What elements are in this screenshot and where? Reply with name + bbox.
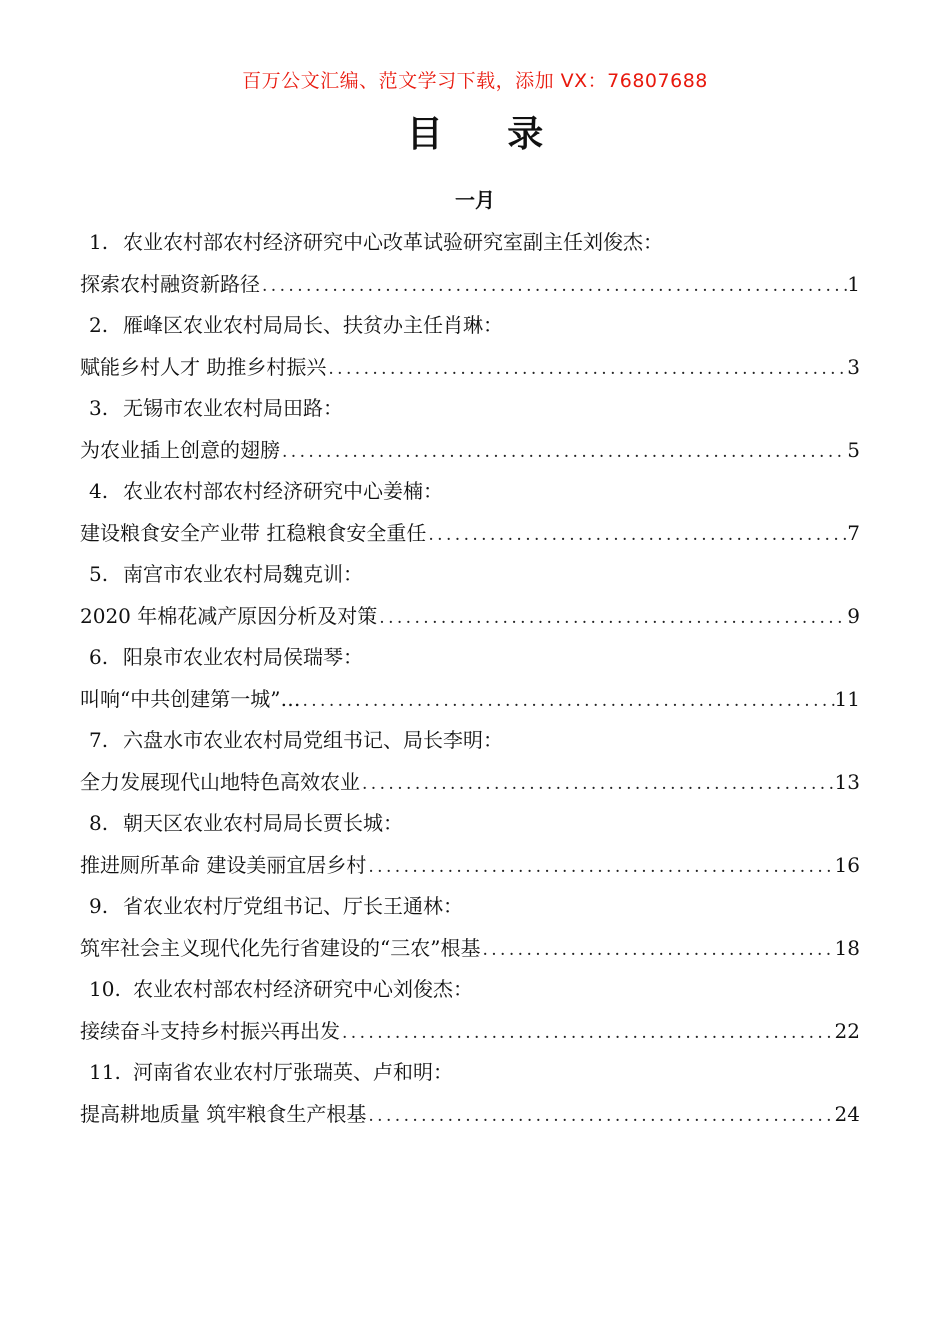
toc-entry-author bbox=[80, 970, 860, 1012]
dot-leader bbox=[366, 1097, 834, 1135]
toc-entry-author-text: 河南省农业农村厅张瑞英、卢和明： bbox=[133, 1060, 453, 1084]
toc-entry-title: 赋能乡村人才 助推乡村振兴 bbox=[80, 355, 327, 379]
toc-entry-author-text: 农业农村部农村经济研究中心刘俊杰： bbox=[133, 977, 473, 1001]
dot-leader bbox=[340, 1014, 835, 1052]
toc-entry-title-line bbox=[80, 1095, 860, 1136]
toc-entry-title-line bbox=[80, 846, 860, 887]
dot-leader bbox=[260, 267, 847, 305]
toc-entry-author-text: 无锡市农业农村局田路： bbox=[123, 396, 343, 420]
toc-entry-author bbox=[80, 638, 860, 680]
toc-entry-author-text: 农业农村部农村经济研究中心改革试验研究室副主任刘俊杰： bbox=[123, 230, 663, 254]
dot-leader bbox=[377, 599, 847, 637]
toc-entry-author bbox=[80, 1053, 860, 1095]
table-of-contents bbox=[80, 223, 860, 1136]
dot-leader bbox=[300, 682, 834, 720]
toc-entry-page: 1 bbox=[847, 272, 860, 296]
toc-entry[interactable] bbox=[80, 721, 860, 804]
toc-entry-number: 9. bbox=[89, 894, 109, 918]
toc-entry-title-line bbox=[80, 265, 860, 306]
toc-entry-title: 2020 年棉花减产原因分析及对策 bbox=[80, 604, 378, 628]
toc-entry-number: 4. bbox=[89, 479, 109, 503]
toc-entry[interactable] bbox=[80, 306, 860, 389]
dot-leader bbox=[480, 931, 834, 969]
toc-entry-number: 11. bbox=[89, 1060, 121, 1084]
toc-entry-page: 24 bbox=[834, 1102, 860, 1126]
toc-entry-author bbox=[80, 887, 860, 929]
toc-entry[interactable] bbox=[80, 804, 860, 887]
toc-entry-author bbox=[80, 555, 860, 597]
toc-entry-title-line bbox=[80, 763, 860, 804]
toc-entry-author-text: 雁峰区农业农村局局长、扶贫办主任肖琳： bbox=[123, 313, 503, 337]
toc-entry-page: 16 bbox=[834, 853, 860, 877]
toc-entry-author bbox=[80, 804, 860, 846]
toc-entry-title: 接续奋斗支持乡村振兴再出发 bbox=[80, 1019, 340, 1043]
toc-entry-title-line bbox=[80, 680, 860, 721]
toc-entry-page: 18 bbox=[834, 936, 860, 960]
toc-entry-title-line bbox=[80, 514, 860, 555]
toc-entry-page: 7 bbox=[847, 521, 860, 545]
toc-entry-page: 5 bbox=[847, 438, 860, 462]
toc-entry-number: 3. bbox=[89, 396, 109, 420]
toc-entry-title: 推进厕所革命 建设美丽宜居乡村 bbox=[80, 853, 367, 877]
toc-entry-author-text: 朝天区农业农村局局长贾长城： bbox=[123, 811, 403, 835]
toc-entry-title-line bbox=[80, 597, 860, 638]
toc-entry-number: 5. bbox=[89, 562, 109, 586]
toc-entry-author-text: 六盘水市农业农村局党组书记、局长李明： bbox=[123, 728, 503, 752]
toc-entry-page: 11 bbox=[834, 687, 860, 711]
toc-entry-title: 提高耕地质量 筑牢粮食生产根基 bbox=[80, 1102, 367, 1126]
toc-entry[interactable] bbox=[80, 472, 860, 555]
toc-entry-number: 10. bbox=[89, 977, 121, 1001]
toc-entry-page: 3 bbox=[847, 355, 860, 379]
toc-entry-author-text: 南宫市农业农村局魏克训： bbox=[123, 562, 363, 586]
page-title: 目 录 bbox=[406, 114, 570, 155]
toc-entry-number: 6. bbox=[89, 645, 109, 669]
toc-entry-title: 探索农村融资新路径 bbox=[80, 272, 260, 296]
toc-entry-number: 7. bbox=[89, 728, 109, 752]
toc-entry-author bbox=[80, 223, 860, 265]
toc-entry-author-text: 阳泉市农业农村局侯瑞琴： bbox=[123, 645, 363, 669]
toc-entry-page: 13 bbox=[834, 770, 860, 794]
toc-entry-page: 9 bbox=[847, 604, 860, 628]
toc-entry-author bbox=[80, 721, 860, 763]
toc-entry[interactable] bbox=[80, 638, 860, 721]
toc-entry-author bbox=[80, 389, 860, 431]
toc-entry[interactable] bbox=[80, 887, 860, 970]
toc-entry-title-line bbox=[80, 1012, 860, 1053]
toc-entry-number: 2. bbox=[89, 313, 109, 337]
toc-entry-title: 叫响“中共创建第一城”… bbox=[80, 687, 301, 711]
toc-entry-author bbox=[80, 472, 860, 514]
toc-entry-page: 22 bbox=[834, 1019, 860, 1043]
toc-entry-title: 全力发展现代山地特色高效农业 bbox=[80, 770, 360, 794]
dot-leader bbox=[426, 516, 847, 554]
toc-entry-author bbox=[80, 306, 860, 348]
toc-entry-title-line bbox=[80, 431, 860, 472]
toc-entry-title-line bbox=[80, 929, 860, 970]
section-heading-month: 一月 bbox=[455, 188, 495, 212]
dot-leader bbox=[280, 433, 847, 471]
dot-leader bbox=[366, 848, 834, 886]
toc-entry-author-text: 省农业农村厅党组书记、厅长王通林： bbox=[123, 894, 463, 918]
toc-entry[interactable] bbox=[80, 970, 860, 1053]
download-banner: 百万公文汇编、范文学习下载，添加 VX：76807688 bbox=[242, 70, 708, 92]
toc-entry-title: 建设粮食安全产业带 扛稳粮食安全重任 bbox=[80, 521, 427, 545]
dot-leader bbox=[326, 350, 847, 388]
toc-entry[interactable] bbox=[80, 389, 860, 472]
toc-entry[interactable] bbox=[80, 223, 860, 306]
toc-entry-number: 8. bbox=[89, 811, 109, 835]
toc-entry-author-text: 农业农村部农村经济研究中心姜楠： bbox=[123, 479, 443, 503]
toc-entry[interactable] bbox=[80, 1053, 860, 1136]
toc-entry-number: 1. bbox=[89, 230, 109, 254]
dot-leader bbox=[360, 765, 835, 803]
toc-entry-title: 筑牢社会主义现代化先行省建设的“三农”根基 bbox=[80, 936, 481, 960]
toc-entry-title: 为农业插上创意的翅膀 bbox=[80, 438, 280, 462]
toc-entry-title-line bbox=[80, 348, 860, 389]
toc-entry[interactable] bbox=[80, 555, 860, 638]
